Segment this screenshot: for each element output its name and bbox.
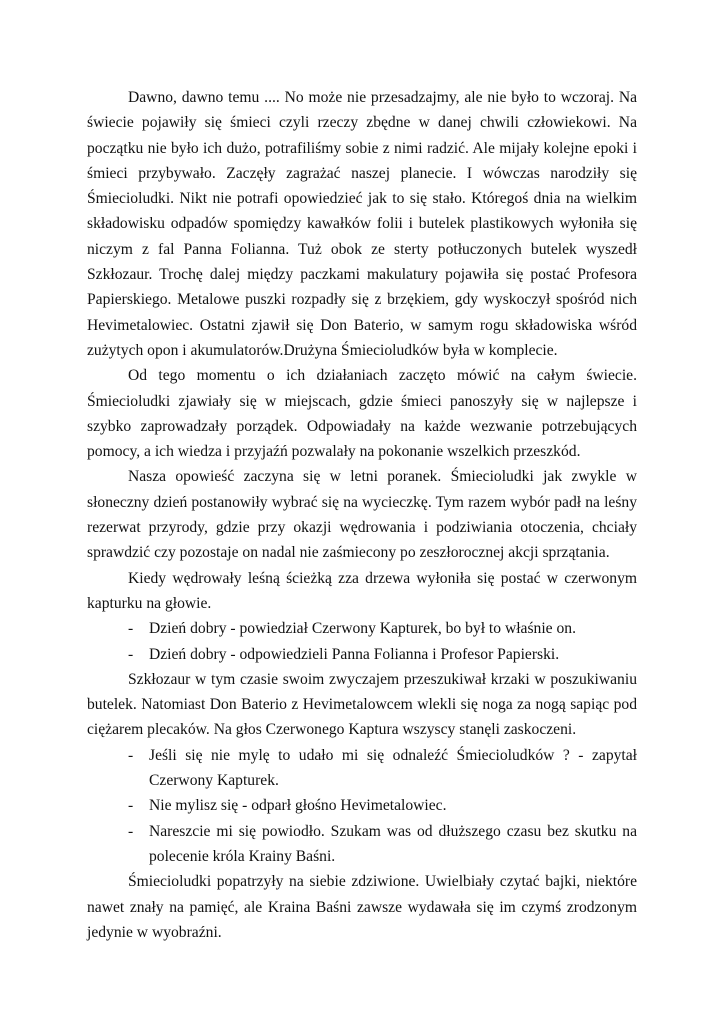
dash-marker: - <box>128 645 134 663</box>
paragraph-trip: Nasza opowieść zaczyna się w letni poranek. Śmiecioludki jak zwykle w słoneczny dzień postanowiły wybrać się na wycieczkę. Tym razem wybór padł na leśny rezerwat przyrody, gdzie przy okazji wędrowania i podziwiania otoczenia, chciały sprawdzić czy pozostaje on nadal nie zaśmiecony po zeszłorocznej akcji sprzątania. <box>87 468 637 562</box>
dialogue-line <box>87 793 637 818</box>
dialogue-text: Nie mylisz się - odparł głośno Hevimetalowiec. <box>149 797 447 815</box>
dash-marker: - <box>128 620 134 638</box>
dialogue-text: Dzień dobry - powiedział Czerwony Kapturek, bo był to właśnie on. <box>149 620 576 638</box>
dialogue-line <box>87 819 637 870</box>
paragraph-deeds: Od tego momentu o ich działaniach zaczęto mówić na całym świecie. Śmiecioludki zjawiały się w miejscach, gdzie śmieci panoszyły się w najlepsze i szybko zaprowadzały porządek. Odpowiadały na każde wezwanie potrzebujących pomocy, a ich wiedza i przyjaźń pozwalały na pokonanie wszelkich przeszkód. <box>87 367 637 461</box>
dash-marker: - <box>128 822 134 840</box>
dialogue-text: Nareszcie mi się powiodło. Szukam was od dłuższego czasu bez skutku na polecenie króla Krainy Baśni. <box>149 822 637 865</box>
dialogue-list-1 <box>87 616 637 667</box>
dialogue-text: Jeśli się nie mylę to udało mi się odnaleźć Śmiecioludków ? - zapytał Czerwony Kapturek. <box>149 746 637 790</box>
dialogue-line <box>87 743 637 794</box>
dialogue-text: Dzień dobry - odpowiedzieli Panna Folianna i Profesor Papierski. <box>149 645 560 663</box>
paragraph-fairyland: Śmiecioludki popatrzyły na siebie zdziwione. Uwielbiały czytać bajki, niektóre nawet znały na pamięć, ale Kraina Baśni zawsze wydawała się im czymś zrodzonym jedynie w wyobraźni. <box>87 873 637 941</box>
dialogue-list-2 <box>87 743 637 869</box>
paragraph-intro: Dawno, dawno temu .... No może nie przesadzajmy, ale nie było to wczoraj. Na świecie pojawiły się śmieci czyli rzeczy zbędne w danej chwili człowiekowi. Na początku nie było ich dużo, potrafiliśmy sobie z nimi radzić. Ale mijały kolejne epoki i śmieci przybywało. Zaczęły zagrażać naszej planecie. I wówczas narodziły się Śmiecioludki. Nikt nie potrafi opowiedzieć jak to się stało. Któregoś dnia na wielkim składowisku odpadów spomiędzy kawałków folii i butelek plastikowych wyłoniła się niczym z fal Panna Folianna. Tuż obok ze sterty potłuczonych butelek wyszedł Szkłozaur. Trochę dalej między paczkami makulatury pojawiła się postać Profesora Papierskiego. Metalowe puszki rozpadły się z brzękiem, gdy wyskoczył spośród nich Hevimetalowiec. Ostatni zjawił się Don Baterio, w samym rogu składowiska wśród zużytych opon i akumulatorów.Drużyna Śmiecioludków była w komplecie. <box>87 89 637 359</box>
dialogue-line <box>87 642 637 667</box>
dialogue-line <box>87 616 637 641</box>
paragraph-red-hood: Kiedy wędrowały leśną ścieżką zza drzewa wyłoniła się postać w czerwonym kapturku na głowie. <box>87 569 637 612</box>
document-page <box>87 85 637 945</box>
dash-marker: - <box>128 797 134 815</box>
dash-marker: - <box>128 746 134 764</box>
paragraph-surprise: Szkłozaur w tym czasie swoim zwyczajem przeszukiwał krzaki w poszukiwaniu butelek. Natomiast Don Baterio z Hevimetalowcem wlekli się noga za nogą sapiąc pod ciężarem plecaków. Na głos Czerwonego Kaptura wszyscy stanęli zaskoczeni. <box>87 670 637 739</box>
